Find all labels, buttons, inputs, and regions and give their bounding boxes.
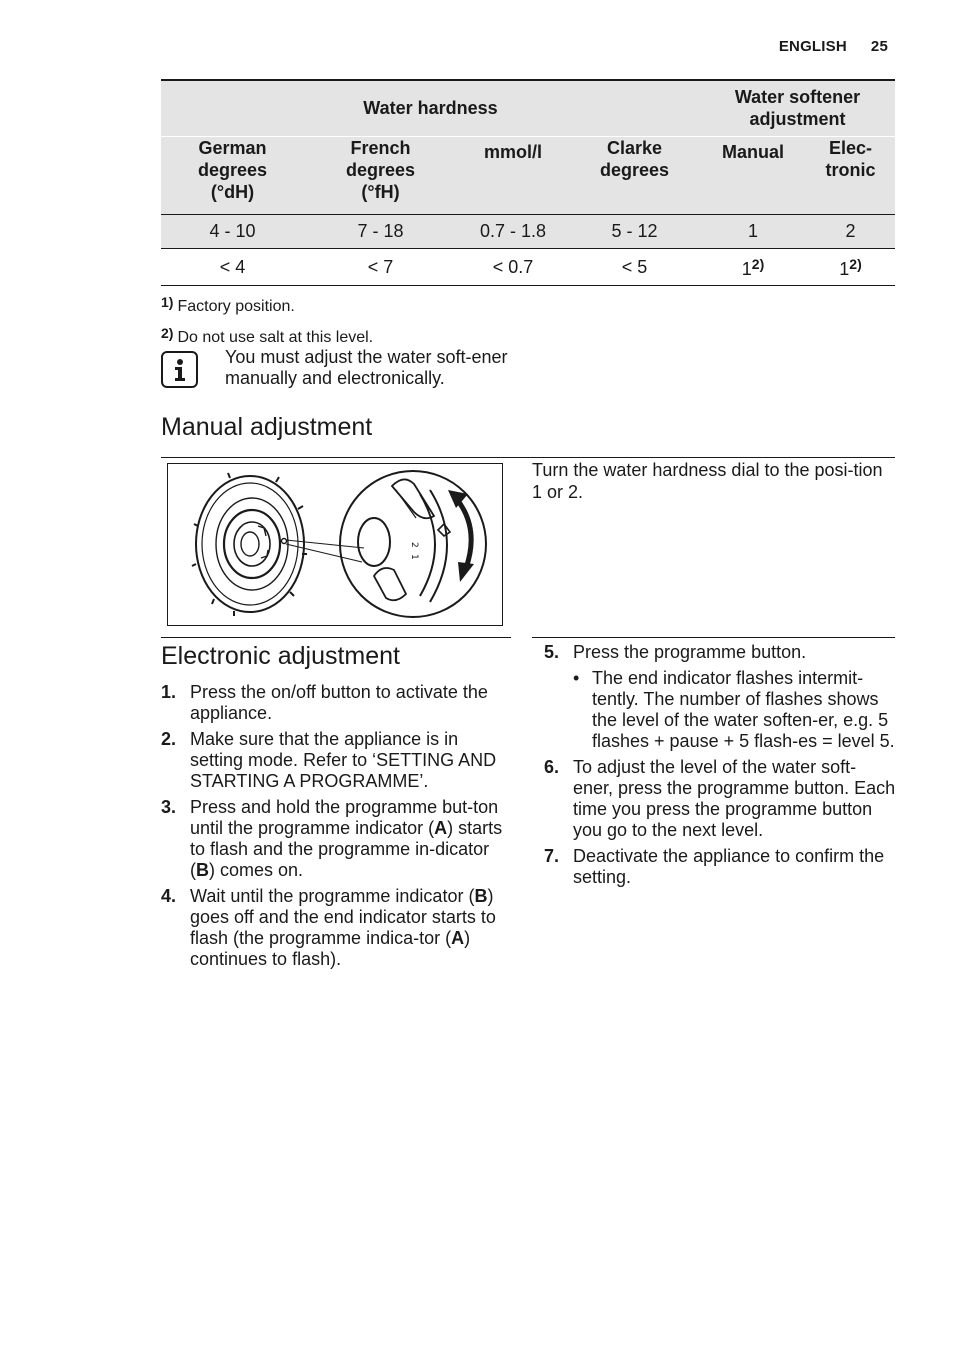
footnote-text: Factory position. (177, 298, 295, 315)
step-item (544, 642, 896, 752)
cell-value: 1 (741, 259, 752, 279)
col-header-manual: Manual (700, 136, 806, 214)
manual-adjustment-title: Manual adjustment (161, 413, 373, 441)
sub-list-item (573, 668, 896, 752)
group-header-softener-adjustment: Water softener adjustment (700, 80, 895, 136)
water-hardness-dial-figure (167, 463, 503, 626)
table-cell: < 4 (161, 248, 304, 285)
language-label: ENGLISH (778, 38, 847, 55)
table-cell: 4 - 10 (161, 214, 304, 248)
step-text: Make sure that the appliance is in setting mode. Refer to ‘SETTING AND STARTING A PROGRAMME’. (190, 729, 497, 791)
indicator-key: B (474, 886, 488, 906)
indicator-key: A (434, 818, 448, 838)
step-text-part: ) starts to flash and the programme in-dicator ( (190, 818, 503, 880)
table-cell: < 0.7 (457, 248, 569, 285)
electronic-steps-right (544, 642, 896, 893)
step-text: Press the on/off button to activate the appliance. (190, 682, 488, 723)
table-row (161, 248, 895, 285)
step-number: 7. (544, 846, 560, 866)
step-text: To adjust the level of the water soft-ener, press the programme button. Each time you press the programme button you go to the next level. (573, 757, 896, 840)
step-item (544, 757, 896, 841)
table-cell: 0.7 - 1.8 (457, 214, 569, 248)
sub-list-text: The end indicator flashes intermit-tently. The number of flashes shows the level of the water soften-er, e.g. 5 flashes + pause + 5 flash-es = level 5. (592, 668, 895, 751)
footnote-mark: 1) (161, 294, 174, 310)
step-text (190, 797, 502, 880)
step-number: 1. (161, 682, 177, 702)
step-item (161, 797, 513, 881)
step-text-part: ) goes off and the end indicator starts to flash (the programme indica-tor ( (190, 886, 496, 948)
footnote-ref: 2) (849, 256, 862, 272)
dial-label-2: 2 (409, 542, 419, 548)
table-cell: 1 (700, 214, 806, 248)
table-cell: 5 - 12 (569, 214, 700, 248)
footnote-mark: 2) (161, 325, 174, 341)
col-header-clarke: Clarke degrees (569, 136, 700, 214)
footnotes (161, 289, 373, 351)
divider (161, 637, 511, 638)
step-number: 3. (161, 797, 177, 817)
footnote-text: Do not use salt at this level. (177, 329, 374, 346)
bullet-icon: • (573, 668, 580, 688)
divider (532, 637, 895, 638)
step-text-part: Wait until the programme indicator ( (190, 886, 475, 906)
footnote-ref: 2) (751, 256, 765, 272)
water-hardness-table (161, 79, 895, 286)
step-text-part: Press and hold the programme but-ton until the programme indicator ( (190, 797, 499, 838)
table-cell (806, 248, 895, 285)
step-number: 4. (161, 886, 177, 906)
divider (161, 457, 895, 458)
page-number: 25 (870, 38, 888, 55)
col-header-french: French degrees (°fH) (304, 136, 457, 214)
table-cell (700, 248, 806, 285)
step-text-part: ) comes on. (209, 860, 304, 880)
col-header-electronic: Elec-tronic (806, 136, 895, 214)
step-text: Press the programme button. (573, 642, 807, 662)
step-item (161, 729, 513, 792)
footnote (161, 289, 373, 320)
table-row (161, 214, 895, 248)
step-text-part: ) continues to flash). (190, 928, 471, 969)
sub-list (573, 668, 896, 752)
info-icon (161, 351, 198, 388)
step-number: 6. (544, 757, 560, 777)
dial-label-1: 1 (409, 554, 419, 560)
col-header-mmol: mmol/l (457, 136, 569, 214)
page-header (779, 38, 888, 55)
indicator-key: A (451, 928, 465, 948)
col-header-german: German degrees (°dH) (161, 136, 304, 214)
indicator-key: B (196, 860, 209, 880)
table-cell: < 7 (304, 248, 457, 285)
table-cell: < 5 (569, 248, 700, 285)
table-cell: 7 - 18 (304, 214, 457, 248)
step-item (544, 846, 896, 888)
electronic-steps-left (161, 682, 513, 975)
manual-adjustment-text: Turn the water hardness dial to the posi-tion 1 or 2. (532, 460, 883, 502)
table-cell: 2 (806, 214, 895, 248)
electronic-adjustment-title: Electronic adjustment (161, 642, 401, 670)
step-text (190, 886, 496, 969)
info-text: You must adjust the water soft-ener manually and electronically. (225, 347, 508, 388)
cell-value: 1 (839, 259, 850, 279)
step-item (161, 886, 513, 970)
step-number: 2. (161, 729, 177, 749)
step-number: 5. (544, 642, 560, 662)
step-item (161, 682, 513, 724)
step-text: Deactivate the appliance to confirm the setting. (573, 846, 885, 887)
group-header-water-hardness: Water hardness (161, 80, 700, 136)
